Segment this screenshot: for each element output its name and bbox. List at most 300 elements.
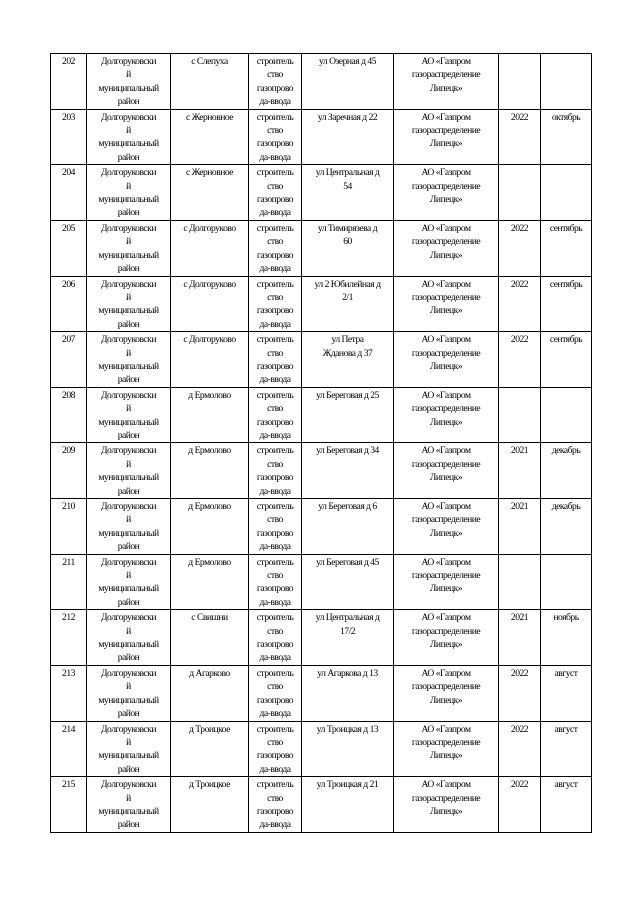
year-cell xyxy=(499,276,541,332)
district-line: Долгоруковски xyxy=(101,445,156,457)
work-type-line: газопрово xyxy=(256,750,294,762)
work-type-line: газопрово xyxy=(256,138,294,150)
settlement-text: д Ермолово xyxy=(188,389,231,401)
table-row xyxy=(51,220,592,276)
work-type-line: строитель xyxy=(256,612,294,624)
month-cell xyxy=(541,665,592,721)
row-number-cell xyxy=(51,387,87,443)
work-type-line: строитель xyxy=(256,445,294,457)
district-cell xyxy=(87,554,171,610)
organization-line: газораспределение xyxy=(411,347,481,359)
row-number-cell xyxy=(51,220,87,276)
month-cell xyxy=(541,443,592,499)
work-type-line: газопрово xyxy=(256,805,294,817)
work-type-cell xyxy=(249,54,302,110)
district-line: й xyxy=(126,514,131,526)
month-cell xyxy=(541,276,592,332)
district-line: й xyxy=(126,236,131,248)
settlement-text: д Ермолово xyxy=(188,501,231,512)
month-text: ноябрь xyxy=(553,612,579,624)
work-type-line: да-ввода xyxy=(259,819,291,831)
address-line: ул Береговая д 25 xyxy=(316,389,379,401)
work-type-line: строитель xyxy=(256,667,294,679)
settlement-text: с Долгоруково xyxy=(183,278,236,290)
work-type-line: ство xyxy=(267,403,283,415)
district-line: й xyxy=(126,180,131,192)
organization-line: газораспределение xyxy=(411,570,481,582)
district-line: й xyxy=(126,69,131,81)
settlement-text: д Ермолово xyxy=(188,445,231,457)
work-type-line: да-ввода xyxy=(259,207,291,219)
year-text: 2022 xyxy=(510,667,529,679)
organization-line: АО «Газпром xyxy=(421,222,471,234)
organization-line: Липецк» xyxy=(429,472,463,484)
row-number-text: 215 xyxy=(62,779,75,791)
table-row xyxy=(51,54,592,110)
organization-cell xyxy=(394,387,499,443)
work-type-line: газопрово xyxy=(256,639,294,651)
settlement-cell xyxy=(171,610,249,666)
organization-line: газораспределение xyxy=(411,291,481,303)
year-cell xyxy=(499,499,541,555)
district-line: Долгоруковски xyxy=(101,111,156,123)
table-row xyxy=(51,443,592,499)
month-cell xyxy=(541,499,592,555)
district-line: муниципальный xyxy=(98,194,159,206)
address-line: ул Центральная д xyxy=(315,612,380,624)
organization-cell xyxy=(394,665,499,721)
organization-line: газораспределение xyxy=(411,681,481,693)
district-line: район xyxy=(117,207,140,219)
organization-cell xyxy=(394,777,499,833)
row-number-cell xyxy=(51,54,87,110)
district-line: й xyxy=(126,291,131,303)
district-line: район xyxy=(117,763,140,775)
year-text: 2022 xyxy=(510,723,529,735)
organization-line: Липецк» xyxy=(429,527,463,539)
row-number-cell xyxy=(51,721,87,777)
district-line: Долгоруковски xyxy=(101,723,156,735)
work-type-line: ство xyxy=(267,570,283,582)
month-cell xyxy=(541,387,592,443)
settlement-text: с Долгоруково xyxy=(183,334,236,346)
district-line: й xyxy=(126,125,131,137)
organization-line: Липецк» xyxy=(429,249,463,261)
district-cell xyxy=(87,165,171,221)
row-number-cell xyxy=(51,554,87,610)
work-type-cell xyxy=(249,109,302,165)
organization-line: АО «Газпром xyxy=(421,167,471,179)
work-type-line: ство xyxy=(267,681,283,693)
address-line: ул Береговая д 6 xyxy=(318,501,377,512)
organization-cell xyxy=(394,499,499,555)
organization-line: АО «Газпром xyxy=(421,278,471,290)
year-cell xyxy=(499,332,541,388)
row-number-cell xyxy=(51,276,87,332)
work-type-line: да-ввода xyxy=(259,596,291,608)
organization-line: АО «Газпром xyxy=(421,723,471,735)
organization-line: АО «Газпром xyxy=(421,501,471,512)
district-line: й xyxy=(126,792,131,804)
district-line: район xyxy=(117,429,140,441)
address-cell xyxy=(302,109,394,165)
address-line: ул Агаркова д 13 xyxy=(317,667,378,679)
row-number-text: 213 xyxy=(62,667,75,679)
district-cell xyxy=(87,276,171,332)
organization-line: АО «Газпром xyxy=(421,389,471,401)
work-type-line: да-ввода xyxy=(259,374,291,386)
district-line: муниципальный xyxy=(98,805,159,817)
work-type-line: газопрово xyxy=(256,527,294,539)
district-line: Долгоруковски xyxy=(101,779,156,791)
district-line: й xyxy=(126,681,131,693)
organization-line: Липецк» xyxy=(429,82,463,94)
row-number-cell xyxy=(51,665,87,721)
settlement-text: с Свишни xyxy=(191,612,228,624)
organization-cell xyxy=(394,443,499,499)
settlement-text: д Троицкое xyxy=(189,723,230,735)
work-type-cell xyxy=(249,665,302,721)
month-cell xyxy=(541,721,592,777)
district-line: муниципальный xyxy=(98,583,159,595)
settlement-cell xyxy=(171,777,249,833)
district-line: район xyxy=(117,819,140,831)
year-cell xyxy=(499,721,541,777)
district-cell xyxy=(87,499,171,555)
organization-cell xyxy=(394,109,499,165)
organization-line: Липецк» xyxy=(429,416,463,428)
district-line: район xyxy=(117,541,140,553)
district-cell xyxy=(87,220,171,276)
district-line: район xyxy=(117,652,140,664)
table-row xyxy=(51,109,592,165)
address-line: ул Озерная д 45 xyxy=(319,56,376,67)
work-type-line: газопрово xyxy=(256,583,294,595)
district-line: Долгоруковски xyxy=(101,278,156,290)
work-type-line: строитель xyxy=(256,389,294,401)
organization-line: газораспределение xyxy=(411,792,481,804)
work-type-line: да-ввода xyxy=(259,541,291,553)
settlement-text: с Жерновное xyxy=(185,111,234,123)
work-type-line: ство xyxy=(267,625,283,637)
table-row xyxy=(51,165,592,221)
district-line: й xyxy=(126,347,131,359)
row-number-text: 214 xyxy=(62,723,75,735)
work-type-line: да-ввода xyxy=(259,708,291,720)
month-cell xyxy=(541,777,592,833)
address-line: ул Заречная д 22 xyxy=(317,111,378,123)
settlement-cell xyxy=(171,165,249,221)
work-type-cell xyxy=(249,777,302,833)
work-type-line: да-ввода xyxy=(259,763,291,775)
organization-line: Липецк» xyxy=(429,805,463,817)
district-line: муниципальный xyxy=(98,472,159,484)
work-type-line: ство xyxy=(267,180,283,192)
settlement-cell xyxy=(171,443,249,499)
address-cell xyxy=(302,610,394,666)
organization-line: газораспределение xyxy=(411,403,481,415)
address-line: ул Центральная д xyxy=(315,167,380,179)
month-cell xyxy=(541,610,592,666)
month-cell xyxy=(541,54,592,110)
address-cell xyxy=(302,276,394,332)
address-line: 60 xyxy=(343,236,352,248)
table-row xyxy=(51,665,592,721)
organization-line: АО «Газпром xyxy=(421,779,471,791)
work-type-line: строитель xyxy=(256,278,294,290)
settlement-cell xyxy=(171,554,249,610)
work-type-line: строитель xyxy=(256,556,294,568)
settlement-cell xyxy=(171,499,249,555)
organization-line: Липецк» xyxy=(429,138,463,150)
district-line: Долгоруковски xyxy=(101,612,156,624)
work-type-line: газопрово xyxy=(256,472,294,484)
organization-cell xyxy=(394,554,499,610)
district-line: Долгоруковски xyxy=(101,222,156,234)
row-number-text: 207 xyxy=(62,334,75,346)
organization-line: Липецк» xyxy=(429,194,463,206)
work-type-cell xyxy=(249,443,302,499)
organization-cell xyxy=(394,220,499,276)
year-text: 2022 xyxy=(510,222,529,234)
district-line: район xyxy=(117,374,140,386)
month-text: сентябрь xyxy=(549,222,583,234)
district-line: район xyxy=(117,596,140,608)
work-type-line: ство xyxy=(267,125,283,137)
year-cell xyxy=(499,777,541,833)
work-type-cell xyxy=(249,276,302,332)
table-row xyxy=(51,499,592,555)
address-line: ул Троицкая д 13 xyxy=(316,723,379,735)
organization-line: газораспределение xyxy=(411,625,481,637)
work-type-line: да-ввода xyxy=(259,485,291,497)
district-cell xyxy=(87,443,171,499)
table-row xyxy=(51,554,592,610)
organization-line: АО «Газпром xyxy=(421,612,471,624)
district-cell xyxy=(87,332,171,388)
district-line: Долгоруковски xyxy=(101,389,156,401)
district-cell xyxy=(87,721,171,777)
district-line: муниципальный xyxy=(98,249,159,261)
year-cell xyxy=(499,665,541,721)
district-line: й xyxy=(126,570,131,582)
work-type-line: строитель xyxy=(256,501,294,512)
year-cell xyxy=(499,443,541,499)
district-cell xyxy=(87,610,171,666)
district-line: муниципальный xyxy=(98,305,159,317)
organization-cell xyxy=(394,332,499,388)
district-line: муниципальный xyxy=(98,694,159,706)
work-type-line: да-ввода xyxy=(259,151,291,163)
row-number-cell xyxy=(51,332,87,388)
address-line: ул Тимирязева д xyxy=(317,222,378,234)
organization-line: Липецк» xyxy=(429,360,463,372)
row-number-text: 202 xyxy=(62,56,75,67)
month-text: октябрь xyxy=(551,111,581,123)
settlement-cell xyxy=(171,220,249,276)
organization-cell xyxy=(394,276,499,332)
year-text: 2021 xyxy=(510,501,529,512)
work-type-cell xyxy=(249,387,302,443)
work-type-line: газопрово xyxy=(256,194,294,206)
work-type-cell xyxy=(249,332,302,388)
district-line: район xyxy=(117,708,140,720)
organization-line: газораспределение xyxy=(411,736,481,748)
address-line: ул Береговая д 45 xyxy=(316,556,379,568)
organization-line: АО «Газпром xyxy=(421,56,471,67)
work-type-cell xyxy=(249,165,302,221)
year-text: 2022 xyxy=(510,278,529,290)
district-line: муниципальный xyxy=(98,527,159,539)
address-cell xyxy=(302,387,394,443)
year-cell xyxy=(499,554,541,610)
work-type-cell xyxy=(249,610,302,666)
district-line: район xyxy=(117,263,140,275)
work-type-line: газопрово xyxy=(256,416,294,428)
table-body xyxy=(51,54,592,833)
organization-line: Липецк» xyxy=(429,583,463,595)
address-line: ул 2 Юбилейная д xyxy=(314,278,381,290)
work-type-cell xyxy=(249,220,302,276)
year-text: 2021 xyxy=(510,612,529,624)
work-type-line: ство xyxy=(267,736,283,748)
row-number-cell xyxy=(51,165,87,221)
work-type-line: строитель xyxy=(256,167,294,179)
table-row xyxy=(51,721,592,777)
table-row xyxy=(51,777,592,833)
settlement-text: с Долгоруково xyxy=(183,222,236,234)
year-cell xyxy=(499,109,541,165)
month-cell xyxy=(541,109,592,165)
work-type-line: строитель xyxy=(256,111,294,123)
settlement-text: д Троицкое xyxy=(189,779,230,791)
work-type-line: ство xyxy=(267,458,283,470)
row-number-cell xyxy=(51,109,87,165)
district-line: й xyxy=(126,403,131,415)
settlement-cell xyxy=(171,387,249,443)
year-text: 2022 xyxy=(510,779,529,791)
district-line: Долгоруковски xyxy=(101,501,156,512)
row-number-text: 211 xyxy=(62,556,75,568)
settlement-cell xyxy=(171,332,249,388)
work-type-cell xyxy=(249,554,302,610)
document-page xyxy=(50,53,591,833)
work-type-line: газопрово xyxy=(256,694,294,706)
work-type-line: строитель xyxy=(256,56,294,67)
organization-cell xyxy=(394,54,499,110)
organization-line: АО «Газпром xyxy=(421,111,471,123)
settlement-cell xyxy=(171,109,249,165)
address-line: 17/2 xyxy=(339,625,356,637)
work-type-line: ство xyxy=(267,69,283,81)
address-cell xyxy=(302,165,394,221)
organization-cell xyxy=(394,721,499,777)
district-line: Долгоруковски xyxy=(101,556,156,568)
address-cell xyxy=(302,443,394,499)
month-cell xyxy=(541,332,592,388)
month-cell xyxy=(541,220,592,276)
year-cell xyxy=(499,220,541,276)
month-text: декабрь xyxy=(551,501,581,512)
year-cell xyxy=(499,610,541,666)
district-line: Долгоруковски xyxy=(101,667,156,679)
address-line: ул Петра xyxy=(331,334,364,346)
organization-line: Липецк» xyxy=(429,305,463,317)
table-row xyxy=(51,276,592,332)
organization-line: Липецк» xyxy=(429,639,463,651)
month-cell xyxy=(541,554,592,610)
address-cell xyxy=(302,220,394,276)
row-number-text: 203 xyxy=(62,111,75,123)
district-line: муниципальный xyxy=(98,639,159,651)
work-type-line: да-ввода xyxy=(259,429,291,441)
district-line: й xyxy=(126,625,131,637)
row-number-cell xyxy=(51,777,87,833)
row-number-cell xyxy=(51,499,87,555)
work-type-line: газопрово xyxy=(256,249,294,261)
year-cell xyxy=(499,165,541,221)
work-type-line: ство xyxy=(267,236,283,248)
row-number-text: 210 xyxy=(62,501,75,512)
work-type-line: да-ввода xyxy=(259,263,291,275)
organization-line: АО «Газпром xyxy=(421,556,471,568)
organization-line: АО «Газпром xyxy=(421,445,471,457)
district-line: муниципальный xyxy=(98,416,159,428)
month-text: август xyxy=(554,723,578,735)
table-row xyxy=(51,332,592,388)
district-line: район xyxy=(117,96,140,108)
year-text: 2021 xyxy=(510,445,529,457)
work-type-line: да-ввода xyxy=(259,96,291,108)
table-row xyxy=(51,610,592,666)
district-cell xyxy=(87,387,171,443)
row-number-text: 209 xyxy=(62,445,75,457)
settlement-text: с Слепуха xyxy=(191,56,228,67)
organization-line: газораспределение xyxy=(411,125,481,137)
year-cell xyxy=(499,54,541,110)
row-number-text: 205 xyxy=(62,222,75,234)
address-cell xyxy=(302,665,394,721)
work-type-line: строитель xyxy=(256,779,294,791)
address-cell xyxy=(302,332,394,388)
work-type-line: строитель xyxy=(256,334,294,346)
address-line: ул Береговая д 34 xyxy=(316,445,379,457)
address-line: 2/1 xyxy=(342,291,353,303)
address-cell xyxy=(302,721,394,777)
row-number-text: 208 xyxy=(62,389,75,401)
organization-line: газораспределение xyxy=(411,180,481,192)
work-type-line: строитель xyxy=(256,222,294,234)
year-cell xyxy=(499,387,541,443)
address-cell xyxy=(302,777,394,833)
district-line: район xyxy=(117,485,140,497)
organization-cell xyxy=(394,165,499,221)
address-cell xyxy=(302,499,394,555)
row-number-text: 212 xyxy=(62,612,75,624)
row-number-text: 204 xyxy=(62,167,75,179)
row-number-cell xyxy=(51,610,87,666)
settlement-cell xyxy=(171,54,249,110)
settlement-cell xyxy=(171,721,249,777)
organization-line: газораспределение xyxy=(411,69,481,81)
address-cell xyxy=(302,54,394,110)
district-line: муниципальный xyxy=(98,82,159,94)
work-type-line: да-ввода xyxy=(259,652,291,664)
organization-line: газораспределение xyxy=(411,236,481,248)
organization-line: газораспределение xyxy=(411,514,481,526)
settlement-text: с Жерновное xyxy=(185,167,234,179)
district-cell xyxy=(87,54,171,110)
